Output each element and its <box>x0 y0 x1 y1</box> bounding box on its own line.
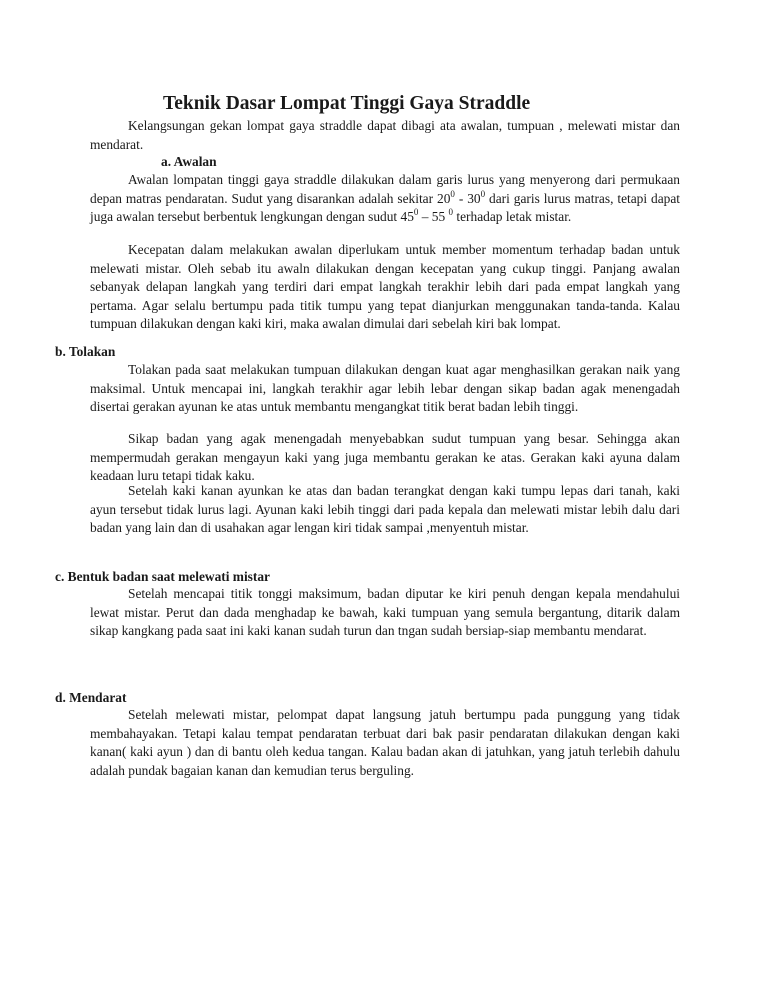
degree-mark: 0 <box>448 207 454 217</box>
tolakan-paragraph-3: Setelah kaki kanan ayunkan ke atas dan badan terangkat dengan kaki tumpu lepas dari tanah, kaki ayun tersebut tidak lurus lagi. Ayunan kaki lebih tinggi dari pada kepala dan melewati mistar lebih dalu dari badan yang lain dan di usahakan agar lengan kiri tidak sampai ,menyentuh mistar. <box>90 483 680 535</box>
section-heading-bentuk-badan: c. Bentuk badan saat melewati mistar <box>55 569 270 584</box>
intro-paragraph: Kelangsungan gekan lompat gaya straddle dapat dibagi ata awalan, tumpuan , melewati mistar dan mendarat. <box>90 118 680 152</box>
section-heading-awalan: a. Awalan <box>161 154 217 169</box>
mendarat-paragraph: Setelah melewati mistar, pelompat dapat langsung jatuh bertumpu pada punggung yang tidak membahayakan. Tetapi kalau tempat pendaratan terbuat dari bak pasir pendaratan dilakukan dengan kaki kanan( kaki ayun ) dan di bantu oleh kedua tangan. Kalau badan akan di jatuhkan, yang jatuh terlebih dahulu adalah pundak bagaian kanan dan kemudian terus berguling. <box>90 707 680 778</box>
awalan-p1-text-b: - 30 <box>454 190 481 206</box>
awalan-p1-text-d: – 55 <box>418 209 449 224</box>
awalan-p1-text-c: dari garis lurus matras, tetapi dapat juga awalan tersebut berbentuk lengkungan dengan sudut 45 <box>90 190 681 224</box>
degree-mark: 0 <box>413 207 419 217</box>
section-heading-mendarat: d. Mendarat <box>55 690 127 705</box>
awalan-paragraph-1 <box>90 171 680 227</box>
document-title: Teknik Dasar Lompat Tinggi Gaya Straddle <box>163 93 531 114</box>
degree-mark: 0 <box>480 188 486 199</box>
bentuk-badan-paragraph: Setelah mencapai titik tonggi maksimum, badan diputar ke kiri penuh dengan kepala mendahului lewat mistar. Perut dan dada menghadap ke bawah, kaki tumpuan yang semula bergantung, ditarik dalam sikap kangkang pada saat ini kaki kanan sudah turun dan tngan sudah bersiap-siap membantu mendarat. <box>90 586 680 638</box>
awalan-p1-text-e: terhadap letak mistar. <box>453 209 572 224</box>
awalan-p1-text-a: Awalan lompatan tinggi gaya straddle dilakukan dalam garis lurus yang menyerong dari permukaan depan matras pendaratan. Sudut yang disarankan adalah sekitar 20 <box>90 172 680 206</box>
degree-mark: 0 <box>450 188 455 199</box>
tolakan-paragraph-2: Sikap badan yang agak menengadah menyebabkan sudut tumpuan yang besar. Sehingga akan mempermudah gerakan mengayun kaki yang juga membantu gerakan ke atas. Gerakan kaki ayuna dalam keadaan luru tetapi tidak kaku. <box>90 431 680 483</box>
awalan-paragraph-2: Kecepatan dalam melakukan awalan diperlukam untuk member momentum terhadap badan untuk melewati mistar. Oleh sebab itu awaln dilakukan dengan kecepatan yang cukup tinggi. Panjang awalan sebanyak delapan langkah yang terdiri dari empat langkah terakhir lebih dari pada empat langkah yang pertama. Agar selalu bertumpu pada titik tumpu yang tepat dianjurkan menggunakan tanda-tanda. Kalau tumpuan dilakukan dengan kaki kiri, maka awalan dimulai dari sebelah kiri bak lompat. <box>90 242 680 331</box>
tolakan-paragraph-1: Tolakan pada saat melakukan tumpuan dilakukan dengan kuat agar menghasilkan gerakan naik yang maksimal. Untuk mencapai ini, langkah terakhir agar lebih lebar dengan sikap badan agak menengadah disertai gerakan ayunan ke atas untuk membantu mengangkat titik berat badan lebih tinggi. <box>90 362 680 414</box>
section-heading-tolakan: b. Tolakan <box>55 344 116 359</box>
